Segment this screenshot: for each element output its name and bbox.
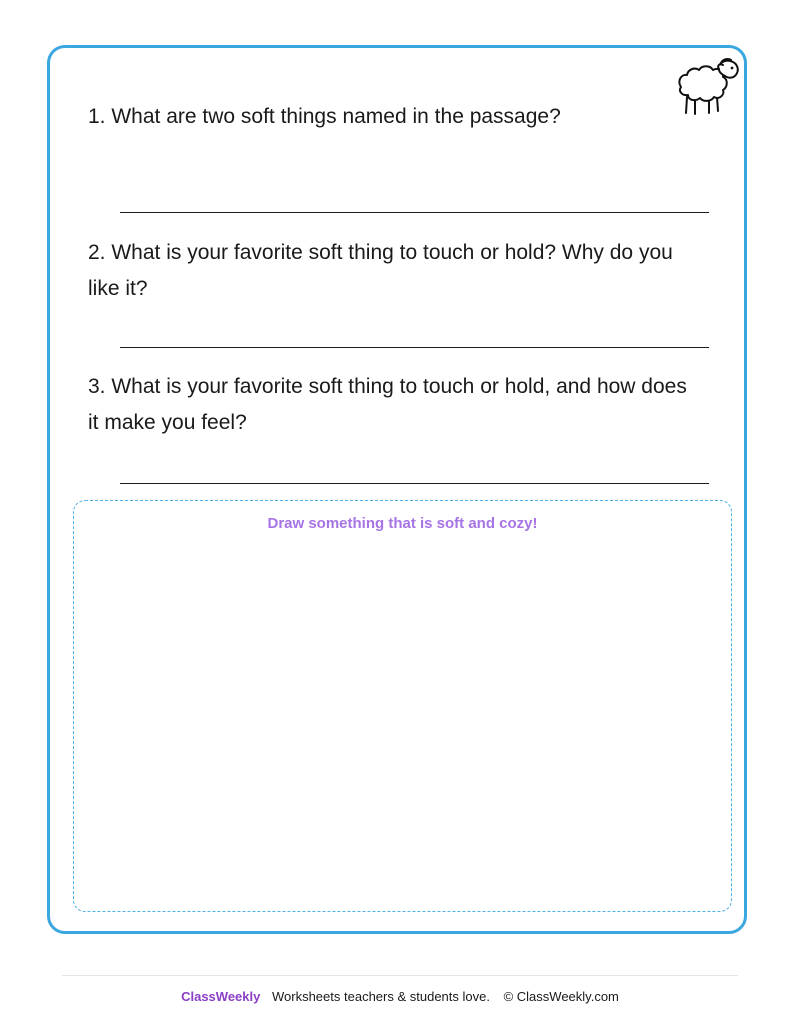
drawing-prompt: Draw something that is soft and cozy! <box>267 515 538 532</box>
answer-line-1[interactable] <box>120 212 709 213</box>
drawing-area[interactable] <box>73 500 732 912</box>
question-3: 3. What is your favorite soft thing to touch or hold, and how does it make you feel? <box>88 375 687 434</box>
footer-copyright: © ClassWeekly.com <box>503 989 619 1004</box>
footer-tagline: Worksheets teachers & students love. <box>271 989 490 1004</box>
answer-line-2[interactable] <box>120 347 709 348</box>
question-1: 1. What are two soft things named in the passage? <box>88 105 561 128</box>
footer <box>0 989 800 1004</box>
footer-divider <box>62 975 738 976</box>
question-2: 2. What is your favorite soft thing to touch or hold? Why do you like it? <box>88 241 673 300</box>
footer-brand: ClassWeekly <box>181 989 261 1004</box>
answer-line-3[interactable] <box>120 483 709 484</box>
